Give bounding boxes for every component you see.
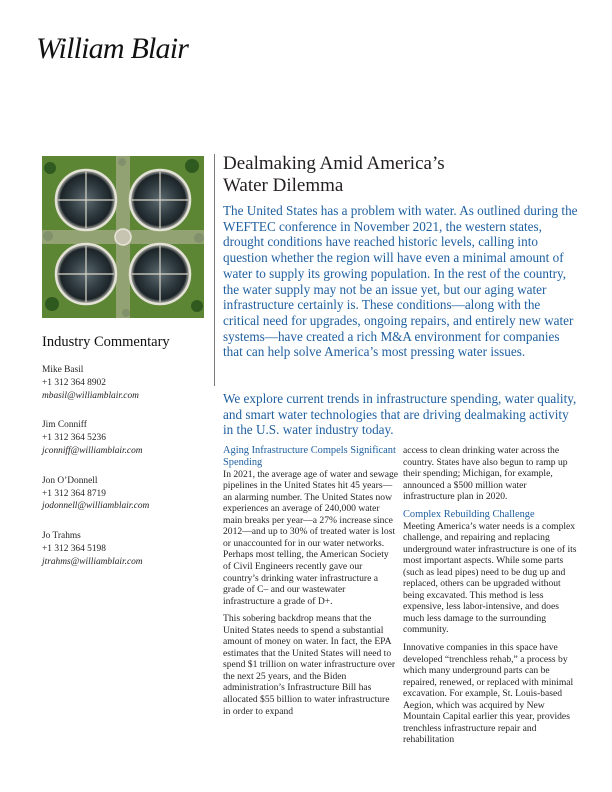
body-paragraph: This sobering backdrop means that the United States needs to spend a substantial amount of money on water. In fact, the EPA estimates that the United States will need to spend $1 trillion on water infrastructure over the next 25 years, and the Biden administration’s Infrastructure Bill has allocated $55 billion to water infrastructure in order to expand bbox=[223, 613, 396, 717]
section-heading: Aging Infrastructure Compels Significant Spending bbox=[223, 445, 396, 468]
aerial-photo-illustration bbox=[42, 156, 204, 318]
contact-phone: +1 312 364 5198 bbox=[42, 543, 106, 554]
contact-phone: +1 312 364 8719 bbox=[42, 488, 106, 499]
article-title bbox=[223, 153, 523, 197]
water-treatment-photo bbox=[42, 156, 204, 318]
contact-email-link[interactable]: jtrahms@williamblair.com bbox=[42, 556, 143, 567]
contact-name: Mike Basil bbox=[42, 365, 84, 375]
article-title-line: Dealmaking Amid America’s bbox=[223, 153, 445, 174]
article-title-line: Water Dilemma bbox=[223, 175, 344, 196]
contact-entry bbox=[42, 530, 207, 568]
section-heading: Complex Rebuilding Challenge bbox=[403, 508, 535, 520]
title-divider-rule bbox=[214, 154, 215, 386]
contact-email-link[interactable]: jodonnell@williamblair.com bbox=[42, 501, 150, 512]
body-column-right bbox=[403, 445, 579, 752]
contact-phone: +1 312 364 8902 bbox=[42, 377, 106, 388]
article-lede: The United States has a problem with water. As outlined during the WEFTEC conference in November 2021, the western states, drought conditions have reached historic levels, calling into question whether the region will have even a minimal amount of water to supply its growing population. In the rest of the country, the water supply may not be an issue yet, but our aging water infrastructure certainly is. These conditions—along with the critical need for upgrades, ongoing repairs, and entirely new water systems—have created a rich M&A environment for companies that can help solve America’s most pressing water issues. bbox=[223, 203, 578, 360]
contact-name: Jim Conniff bbox=[42, 420, 87, 431]
industry-commentary-heading: Industry Commentary bbox=[42, 334, 170, 350]
contact-email-link[interactable]: jconniff@williamblair.com bbox=[42, 445, 143, 456]
contact-entry bbox=[42, 364, 207, 402]
body-paragraph: In 2021, the average age of water and sewage pipelines in the United States hit 45 years—an alarming number. The United States now experiences an average of 240,000 water main breaks per year—a 27% increase since 2012—and up to 30% of treated water is lost or unaccounted for in our water networks. Perhaps most telling, the American Society of Civil Engineers recently gave our country’s drinking water infrastructure a grade of C– and our wastewater infrastructure a grade of D+. bbox=[223, 468, 399, 607]
contact-email-link[interactable]: mbasil@williamblair.com bbox=[42, 390, 139, 401]
contacts-list bbox=[42, 364, 207, 586]
contact-name: Jo Trahms bbox=[42, 531, 81, 542]
contact-phone: +1 312 364 5236 bbox=[42, 433, 106, 444]
body-column-left bbox=[223, 445, 399, 723]
body-paragraph: Meeting America’s water needs is a complex challenge, and repairing and replacing underground water infrastructure is one of its most important aspects. While some parts (such as lead pipes) need to be dug up and replaced, others can be upgraded without being excavated. This method is less expensive, less labor-intensive, and does much less damage to the surrounding community. bbox=[403, 520, 577, 636]
body-paragraph: access to clean drinking water across the country. States have also begun to ramp up their spending; Michigan, for example, announced a $500 million water infrastructure plan in 2020. bbox=[403, 445, 568, 503]
body-paragraph: Innovative companies in this space have developed “trenchless rehab,” a process by which many underground parts can be repaired, renewed, or replaced with minimal excavation. For example, St. Louis-based Aegion, which was acquired by New Mountain Capital earlier this year, provides trenchless infrastructure repair and rehabilitation bbox=[403, 642, 574, 746]
william-blair-logo: William Blair bbox=[36, 32, 189, 65]
contact-entry bbox=[42, 475, 207, 513]
contact-entry bbox=[42, 419, 207, 457]
contact-name: Jon O’Donnell bbox=[42, 475, 98, 486]
article-lede-secondary: We explore current trends in infrastructure spending, water quality, and smart water technologies that are driving dealmaking activity in the U.S. water industry today. bbox=[223, 391, 577, 438]
